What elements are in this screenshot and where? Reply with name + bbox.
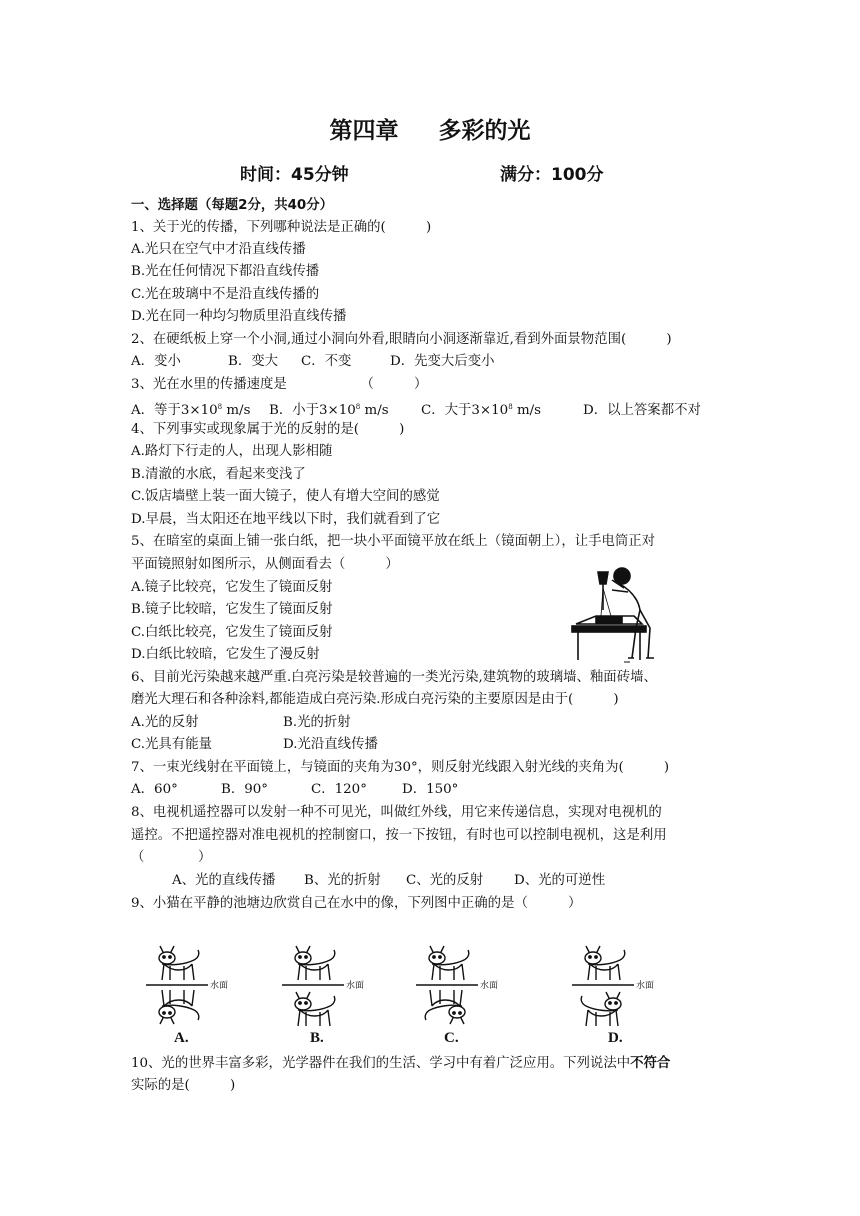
q2-option-b: B．变大 [228, 354, 279, 369]
cat-reflection-figures [140, 938, 680, 1048]
q10-stem-line2: 实际的是( ) [131, 1078, 236, 1093]
exam-score: 满分：100分 [500, 165, 604, 185]
q3-option-b: B．小于$3\times 10^8$ m/s [269, 403, 389, 419]
q8-option-b: B、光的折射 [304, 873, 381, 888]
water-label-b: 水面 [346, 981, 365, 991]
q8-options [172, 871, 605, 891]
q7-options [131, 780, 458, 800]
q7-stem: 7、一束光线射在平面镜上，与镜面的夹角为30°，则反射光线跟入射光线的夹角为( ) [131, 760, 670, 775]
q10-stem-text: 10、光的世界丰富多彩，光学器件在我们的生活、学习中有着广泛应用。下列说法中 [131, 1056, 631, 1071]
q7-option-d: D．150° [402, 782, 459, 797]
q5-option-c: C.白纸比较亮，它发生了镜面反射 [131, 625, 333, 640]
q7-option-b: B．90° [221, 782, 268, 797]
q8-option-c: C、光的反射 [406, 873, 484, 888]
q8-option-d: D、光的可逆性 [514, 873, 606, 888]
water-label-d: 水面 [636, 981, 655, 991]
q5-stem-line2: 平面镜照射如图所示，从侧面看去（ ） [131, 557, 399, 572]
q10-emphasis: 不符合 [630, 1055, 671, 1071]
q6-stem-line1: 6、目前光污染越来越严重.白亮污染是较普遍的一类光污染,建筑物的玻璃墙、釉面砖墙、 [131, 670, 657, 685]
q6-stem-line2: 磨光大理石和各种涂料,都能造成白亮污染.形成白亮污染的主要原因是由于( ) [131, 692, 619, 707]
q6-options-row2 [131, 735, 378, 755]
page-title [0, 112, 860, 145]
water-label-c: 水面 [480, 981, 499, 991]
q1-option-a: A.光只在空气中才沿直线传播 [131, 242, 306, 257]
q7-option-c: C．120° [311, 782, 367, 797]
q3-options [131, 397, 701, 421]
q3-stem: 3、光在水里的传播速度是 （ ） [131, 377, 428, 392]
q4-option-a: A.路灯下行走的人，出现人影相随 [131, 444, 333, 459]
q1-option-c: C.光在玻璃中不是沿直线传播的 [131, 287, 320, 302]
q8-stem-line2: 遥控。不把遥控器对准电视机的控制窗口，按一下按钮，有时也可以控制电视机，这是利用 [131, 828, 667, 843]
water-label-a: 水面 [210, 981, 229, 991]
q1-option-d: D.光在同一种均匀物质里沿直线传播 [131, 309, 347, 324]
q5-stem-line1: 5、在暗室的桌面上铺一张白纸，把一块小平面镜平放在纸上（镜面朝上），让手电筒正对 [131, 534, 656, 549]
q2-option-d: D．先变大后变小 [390, 354, 495, 369]
q2-option-a: A．变小 [131, 354, 181, 369]
q2-options [131, 352, 494, 372]
q2-stem: 2、在硬纸板上穿一个小洞,通过小洞向外看,眼睛向小洞逐渐靠近,看到外面景物范围( ) [131, 332, 672, 347]
chapter-label: 第四章 [329, 118, 399, 144]
q7-option-a: A．60° [131, 782, 178, 797]
q4-option-d: D.早晨，当太阳还在地平线以下时，我们就看到了它 [131, 512, 441, 527]
figure-label-d: D. [608, 1030, 623, 1046]
figure-label-b: B. [310, 1030, 324, 1046]
q6-option-a: A.光的反射 [131, 715, 199, 730]
q5-option-a: A.镜子比较亮，它发生了镜面反射 [131, 580, 333, 595]
flashlight-mirror-figure [568, 562, 676, 666]
q3-option-d: D．以上答案都不对 [583, 403, 701, 419]
exam-time: 时间：45分钟 [240, 165, 349, 185]
q1-option-b: B.光在任何情况下都沿直线传播 [131, 264, 320, 279]
figure-label-c: C. [444, 1030, 459, 1046]
q1-stem: 1、关于光的传播，下列哪种说法是正确的( ) [131, 220, 432, 235]
q9-stem: 9、小猫在平静的池塘边欣赏自己在水中的像，下列图中正确的是（ ） [131, 896, 582, 911]
q10-stem-line1 [131, 1053, 670, 1074]
q6-options-row1 [131, 713, 351, 733]
q5-option-b: B.镜子比较暗，它发生了镜面反射 [131, 602, 333, 617]
q8-option-a: A、光的直线传播 [172, 873, 276, 888]
q8-stem-line3: （ ） [131, 850, 212, 865]
q2-option-c: C．不变 [301, 354, 352, 369]
q6-option-c: C.光具有能量 [131, 737, 212, 752]
q5-option-d: D.白纸比较暗，它发生了漫反射 [131, 647, 320, 662]
figure-label-a: A. [174, 1030, 189, 1046]
q8-stem-line1: 8、电视机遥控器可以发射一种不可见光，叫做红外线，用它来传递信息，实现对电视机的 [131, 805, 662, 820]
q6-option-b: B.光的折射 [283, 715, 351, 730]
q3-option-c: C．大于$3\times 10^8$ m/s [421, 403, 542, 419]
q4-option-c: C.饭店墙壁上装一面大镜子，使人有增大空间的感觉 [131, 489, 440, 504]
q3-option-a: A．等于$3\times 10^8$ m/s [131, 403, 251, 419]
q6-option-d: D.光沿直线传播 [283, 737, 378, 752]
q4-stem: 4、下列事实或现象属于光的反射的是( ) [131, 422, 405, 437]
section-heading: 一、选择题（每题2分，共40分） [131, 198, 334, 213]
q4-option-b: B.清澈的水底，看起来变浅了 [131, 467, 306, 482]
chapter-subject: 多彩的光 [438, 118, 531, 144]
